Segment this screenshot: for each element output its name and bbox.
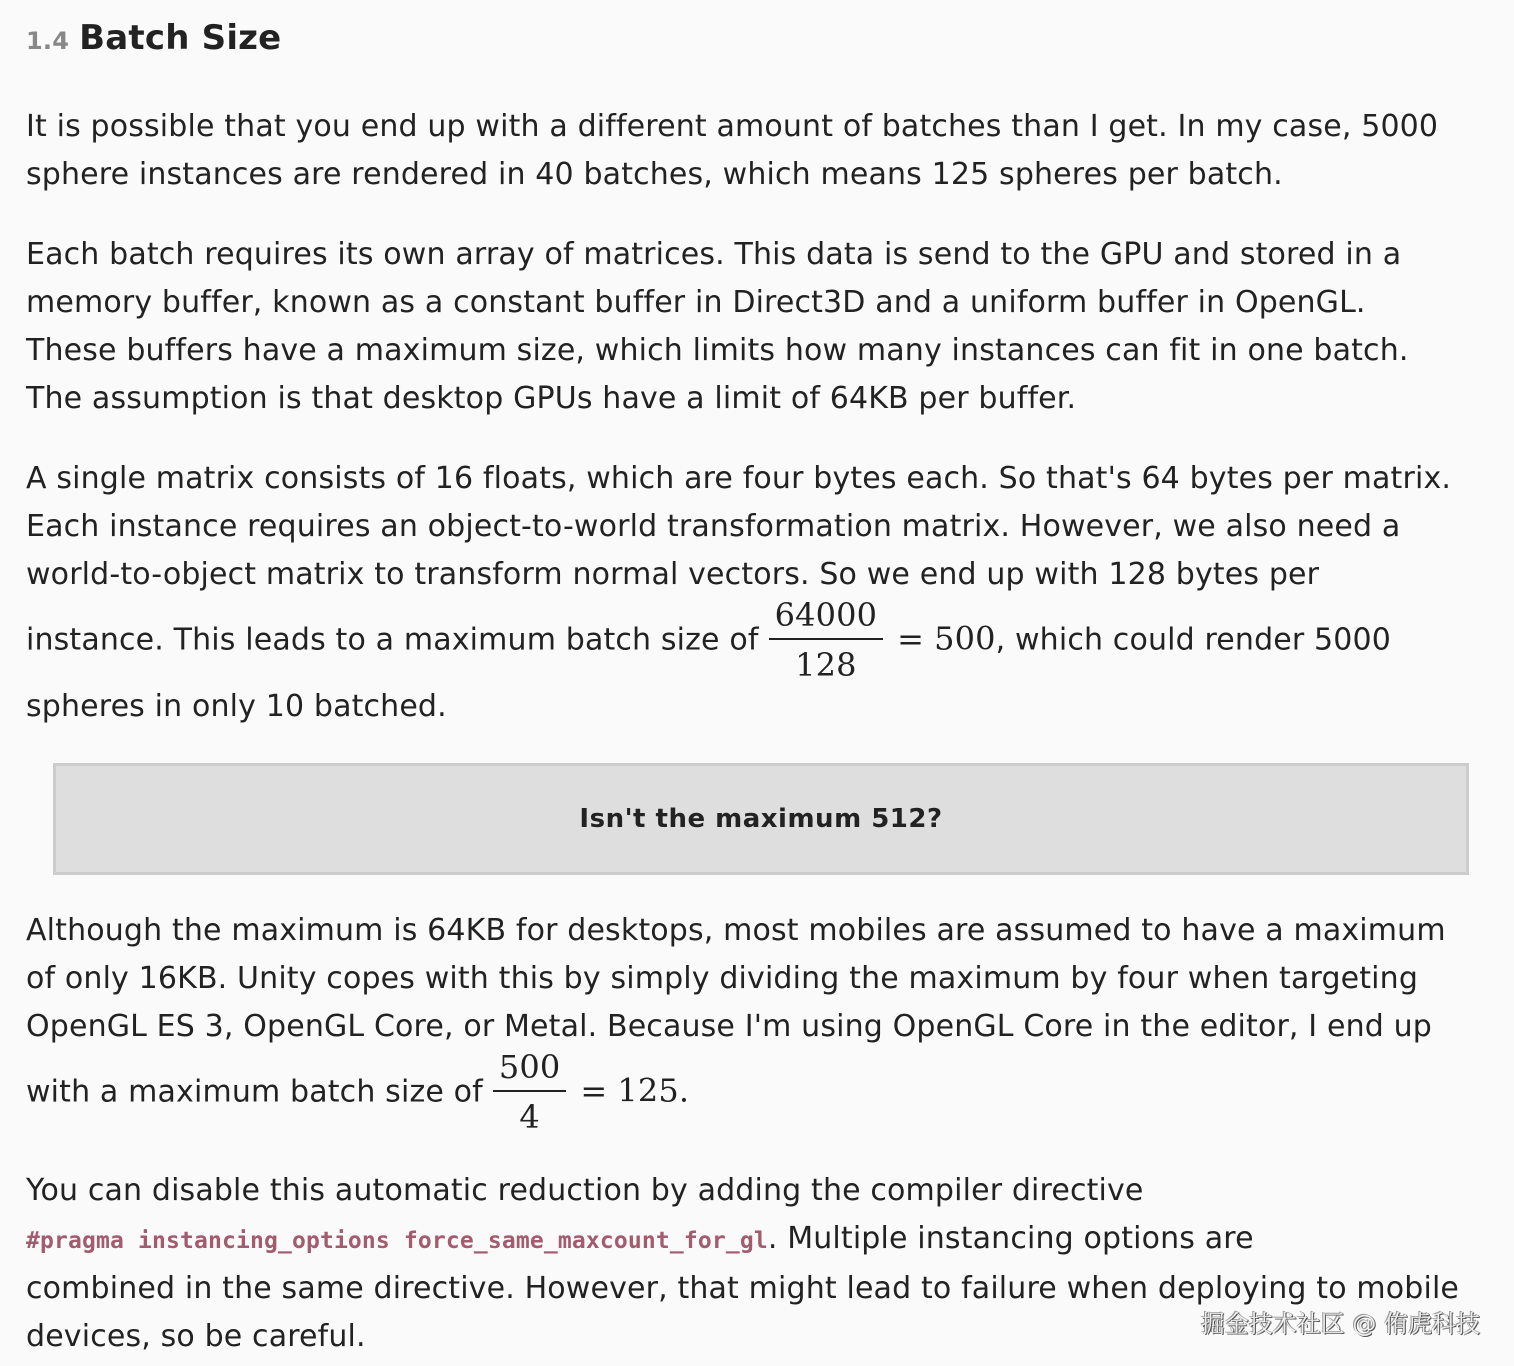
fraction-denominator: 4 [519,1098,540,1136]
section-heading [26,18,281,58]
fraction-500-over-4 [493,1044,567,1142]
paragraph-4 [26,907,1446,1051]
text-line: sphere instances are rendered in 40 batches, which means 125 spheres per batch. [26,157,1283,192]
paragraph-3-end [26,683,447,731]
text-line: spheres in only 10 batched. [26,689,447,724]
fraction-64000-over-128 [769,592,884,690]
equals-sign: = [580,1071,608,1110]
aside-title: Isn't the maximum 512? [579,804,943,834]
math-result: 500 [934,619,996,658]
paragraph-3 [26,455,1451,599]
text-line: You can disable this automatic reduction by adding the compiler directive [26,1173,1144,1208]
equals-sign: = [897,619,925,658]
text-line: A single matrix consists of 16 floats, which are four bytes each. So that's 64 bytes per matrix. [26,461,1452,496]
text-line: . Multiple instancing options are [767,1221,1254,1256]
fraction-numerator: 64000 [769,592,884,640]
text-line: combined in the same directive. However, that might lead to failure when deploying to mobile [26,1271,1460,1306]
watermark: 掘金技术社区 @ 侑虎科技 [1200,1310,1480,1338]
inline-code-pragma: #pragma instancing_options force_same_maxcount_for_gl [26,1228,768,1254]
paragraph-4-math-line [26,1044,689,1142]
fraction-denominator: 128 [795,646,857,684]
paragraph-1 [26,103,1438,199]
text-line: These buffers have a maximum size, which limits how many instances can fit in one batch. [26,333,1409,368]
paragraph-2 [26,231,1409,423]
text-line: Each instance requires an object-to-world transformation matrix. However, we also need a [26,509,1401,544]
paragraph-3-math-line [26,592,1391,690]
text-line: OpenGL ES 3, OpenGL Core, or Metal. Because I'm using OpenGL Core in the editor, I end up [26,1009,1432,1044]
text-line: memory buffer, known as a constant buffer in Direct3D and a uniform buffer in OpenGL. [26,285,1366,320]
text-line: instance. This leads to a maximum batch size of [26,622,759,658]
text-line: It is possible that you end up with a different amount of batches than I get. In my case, 5000 [26,109,1439,144]
section-number: 1.4 [26,27,70,55]
text-line: Although the maximum is 64KB for desktops, most mobiles are assumed to have a maximum [26,913,1446,948]
text-line: , which could render 5000 [995,622,1391,658]
text-line: with a maximum batch size of [26,1074,483,1110]
text-line: world-to-object matrix to transform normal vectors. So we end up with 128 bytes per [26,557,1320,592]
section-title: Batch Size [79,18,282,58]
text-line: of only 16KB. Unity copes with this by simply dividing the maximum by four when targeting [26,961,1419,996]
text-line: The assumption is that desktop GPUs have a limit of 64KB per buffer. [26,381,1077,416]
text-line: devices, so be careful. [26,1319,366,1354]
collapsible-aside-toggle[interactable] [53,763,1469,875]
math-result: 125. [617,1071,690,1110]
text-line: Each batch requires its own array of matrices. This data is send to the GPU and stored in a [26,237,1402,272]
fraction-numerator: 500 [493,1044,567,1092]
